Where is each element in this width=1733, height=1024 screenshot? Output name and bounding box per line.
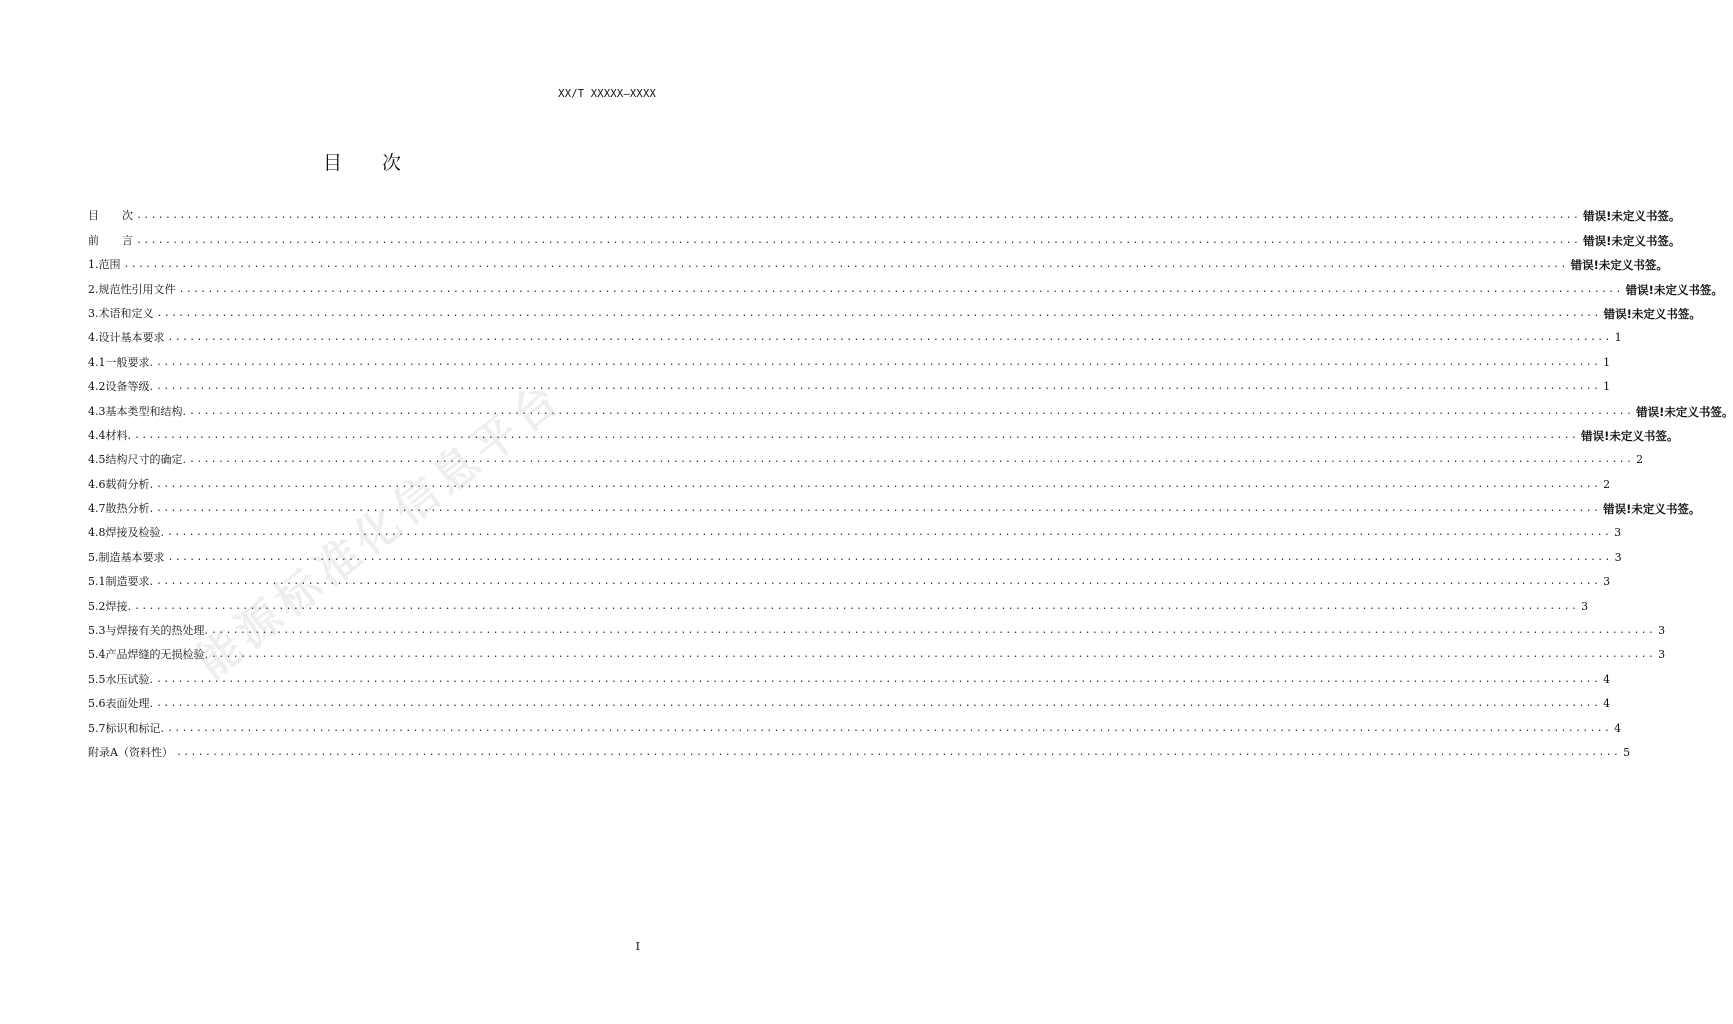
toc-entry-label: 5.制造基本要求: [88, 550, 165, 564]
toc-entry-page: 1: [1603, 380, 1611, 394]
toc-entry-error-text: 错误!未定义书签。: [1583, 209, 1681, 224]
toc-entry-label: 2.规范性引用文件: [88, 282, 176, 296]
toc-dot-leader: ........................................................................................................................................................................................................: [156, 356, 1601, 368]
toc-dot-leader: ........................................................................................................................................................................................................: [167, 722, 1612, 734]
toc-entry[interactable]: [88, 688, 1611, 712]
toc-entry-page: 4: [1603, 697, 1611, 711]
toc-entry[interactable]: [88, 249, 1668, 273]
page-title: [0, 148, 724, 175]
toc-dot-leader: ........................................................................................................................................................................................................: [156, 381, 1601, 393]
toc-dot-leader: ........................................................................................................................................................................................................: [134, 429, 1579, 441]
toc-entry-page: 3: [1658, 624, 1666, 638]
toc-dot-leader: ........................................................................................................................................................................................................: [156, 503, 1601, 515]
toc-entry-label: 5.7标识和标记.: [88, 721, 164, 735]
toc-entry[interactable]: [88, 224, 1681, 248]
toc-entry[interactable]: [88, 200, 1681, 224]
toc-dot-leader: ........................................................................................................................................................................................................: [156, 478, 1601, 490]
toc-dot-leader: ........................................................................................................................................................................................................: [134, 600, 1579, 612]
toc-entry-label: 4.4材料.: [88, 428, 131, 442]
toc-entry-page: 4: [1603, 672, 1611, 686]
toc-entry-error-text: 错误!未定义书签。: [1636, 404, 1733, 419]
toc-entry-label: 4.8焊接及检验.: [88, 526, 164, 540]
toc-entry[interactable]: [88, 444, 1644, 468]
page-number: I: [635, 940, 640, 953]
toc-entry-label-char-2: 言: [122, 233, 133, 247]
toc-dot-leader: ........................................................................................................................................................................................................: [136, 210, 1581, 222]
toc-entry-label: 4.3基本类型和结构.: [88, 404, 186, 418]
toc-entry[interactable]: [88, 322, 1622, 346]
toc-dot-leader: ........................................................................................................................................................................................................: [156, 307, 1601, 319]
toc-entry-page: 4: [1614, 721, 1622, 735]
toc-entry-label: 3.术语和定义: [88, 306, 154, 320]
table-of-contents: [88, 200, 1733, 761]
toc-entry-label: 1.范围: [88, 258, 121, 272]
toc-entry[interactable]: [88, 420, 1679, 444]
toc-entry-label: 4.7散热分析.: [88, 502, 153, 516]
toc-dot-leader: ........................................................................................................................................................................................................: [167, 332, 1612, 344]
watermark: 能源标准化信息平台: [186, 371, 573, 689]
toc-dot-leader: ........................................................................................................................................................................................................: [175, 746, 1621, 758]
toc-entry-label: 5.2焊接.: [88, 599, 131, 613]
toc-entry-label: 5.5水压试验.: [88, 672, 153, 686]
toc-entry[interactable]: [88, 346, 1611, 370]
toc-dot-leader: ........................................................................................................................................................................................................: [178, 283, 1623, 295]
toc-dot-leader: ........................................................................................................................................................................................................: [123, 259, 1568, 271]
title-char-1: 目: [322, 152, 342, 174]
toc-entry-error-text: 错误!未定义书签。: [1570, 258, 1668, 273]
toc-entry[interactable]: [88, 737, 1631, 761]
toc-entry[interactable]: [88, 712, 1622, 736]
toc-entry-label: [88, 233, 133, 249]
toc-dot-leader: ........................................................................................................................................................................................................: [156, 576, 1601, 588]
toc-entry-page: 3: [1658, 648, 1666, 662]
toc-entry-label: 4.5结构尺寸的确定.: [88, 453, 186, 467]
toc-entry-label-char-1: 前: [88, 233, 99, 247]
toc-entry-error-text: 错误!未定义书签。: [1603, 306, 1701, 321]
toc-entry-page: 3: [1614, 550, 1622, 564]
toc-entry-label: 5.4产品焊缝的无损检验.: [88, 648, 208, 662]
toc-entry-label: 5.3与焊接有关的热处理.: [88, 624, 208, 638]
toc-dot-leader: ........................................................................................................................................................................................................: [156, 673, 1601, 685]
toc-entry-label: 4.设计基本要求: [88, 331, 165, 345]
toc-entry[interactable]: [88, 590, 1589, 614]
toc-dot-leader: ........................................................................................................................................................................................................: [156, 698, 1601, 710]
toc-entry-label: 4.1一般要求.: [88, 355, 153, 369]
toc-dot-leader: ........................................................................................................................................................................................................: [211, 625, 1656, 637]
toc-dot-leader: ........................................................................................................................................................................................................: [136, 234, 1581, 246]
document-code: XX/T XXXXX—XXXX: [558, 88, 656, 100]
toc-entry-label: [88, 208, 133, 224]
toc-entry-error-text: 错误!未定义书签。: [1625, 282, 1723, 297]
title-char-2: 次: [382, 152, 402, 174]
toc-entry-page: 1: [1603, 355, 1611, 369]
toc-entry-label-char-2: 次: [122, 209, 133, 223]
toc-entry-page: 1: [1614, 331, 1622, 345]
toc-entry-label: 附录A（资料性）: [88, 745, 173, 759]
toc-entry-error-text: 错误!未定义书签。: [1603, 502, 1701, 517]
toc-entry-label-char-1: 目: [88, 209, 99, 223]
toc-entry-label: 4.2设备等级.: [88, 380, 153, 394]
toc-dot-leader: ........................................................................................................................................................................................................: [189, 405, 1634, 417]
toc-entry-page: 3: [1603, 575, 1611, 589]
toc-entry[interactable]: [88, 639, 1666, 663]
toc-entry[interactable]: [88, 273, 1723, 297]
toc-entry-page: 2: [1636, 453, 1644, 467]
toc-entry[interactable]: [88, 371, 1611, 395]
toc-entry[interactable]: [88, 663, 1611, 687]
toc-entry[interactable]: [88, 615, 1666, 639]
toc-entry-error-text: 错误!未定义书签。: [1583, 233, 1681, 248]
toc-entry[interactable]: [88, 298, 1701, 322]
toc-dot-leader: ........................................................................................................................................................................................................: [167, 527, 1612, 539]
toc-dot-leader: ........................................................................................................................................................................................................: [211, 649, 1656, 661]
toc-entry-label: 5.1制造要求.: [88, 575, 153, 589]
toc-entry-error-text: 错误!未定义书签。: [1581, 428, 1679, 443]
toc-dot-leader: ........................................................................................................................................................................................................: [189, 454, 1634, 466]
toc-entry-label: 5.6表面处理.: [88, 697, 153, 711]
toc-entry-page: 5: [1623, 745, 1631, 759]
toc-entry-label: 4.6载荷分析.: [88, 477, 153, 491]
toc-entry-page: 2: [1603, 477, 1611, 491]
toc-entry-page: 3: [1614, 526, 1622, 540]
toc-entry-page: 3: [1581, 599, 1589, 613]
toc-dot-leader: ........................................................................................................................................................................................................: [167, 551, 1612, 563]
